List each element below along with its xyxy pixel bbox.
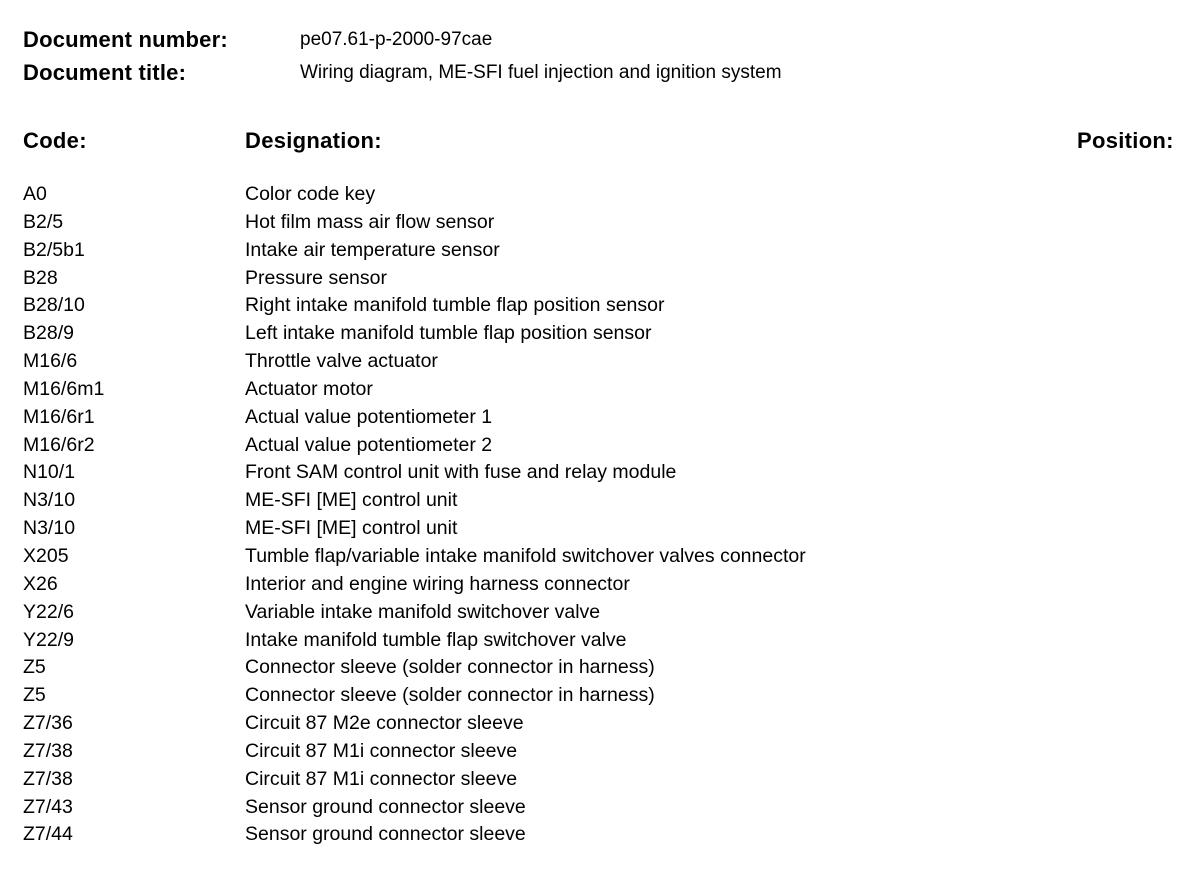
designation-cell: Actual value potentiometer 2 [245,433,493,456]
table-row [0,794,1202,822]
code-cell: N3/10 [23,517,76,540]
code-cell: Z5 [23,656,46,679]
designation-cell: Actual value potentiometer 1 [245,405,493,428]
table-row [0,459,1202,487]
document-number-label: Document number: [23,27,228,52]
table-row [0,766,1202,794]
table-row [0,487,1202,515]
table-row [0,543,1202,571]
table-row [0,404,1202,432]
designation-cell: Connector sleeve (solder connector in harness) [245,656,655,679]
table-row [0,682,1202,710]
table-row [0,515,1202,543]
table-row [0,237,1202,265]
table-row [0,571,1202,599]
code-cell: A0 [23,183,47,205]
designation-cell: Pressure sensor [245,266,387,289]
code-cell: M16/6r1 [23,405,95,428]
document-title-row [23,58,1173,88]
code-cell: Z7/36 [23,712,73,735]
column-header-designation: Designation: [245,128,382,153]
designation-cell: ME-SFI [ME] control unit [245,489,458,512]
code-cell: M16/6m1 [23,377,105,400]
table-row [0,292,1202,320]
designation-cell: Circuit 87 M1i connector sleeve [245,739,518,762]
designation-cell: Interior and engine wiring harness connector [245,572,630,595]
designation-cell: Color code key [245,183,376,205]
code-cell: B2/5 [23,210,64,233]
table-row [0,209,1202,237]
designation-cell: Throttle valve actuator [245,350,438,373]
document-title-label: Document title: [23,60,187,85]
code-cell: B28/10 [23,294,85,317]
code-cell: M16/6 [23,350,78,373]
designation-cell: Sensor ground connector sleeve [245,823,526,846]
designation-cell: Circuit 87 M1i connector sleeve [245,767,518,790]
document-title-value: Wiring diagram, ME-SFI fuel injection and ignition system [300,62,782,83]
code-cell: Z7/44 [23,823,73,846]
legend-table [0,181,1202,849]
code-cell: B28/9 [23,322,74,345]
table-row [0,181,1202,209]
table-row [0,599,1202,627]
column-header-code: Code: [23,128,87,153]
designation-cell: Hot film mass air flow sensor [245,210,495,233]
table-row [0,376,1202,404]
code-cell: X26 [23,572,58,595]
code-cell: Y22/6 [23,600,74,623]
designation-cell: Left intake manifold tumble flap position sensor [245,322,652,345]
table-row [0,738,1202,766]
designation-cell: Intake air temperature sensor [245,238,500,261]
document-number-value: pe07.61-p-2000-97cae [300,29,493,50]
table-row [0,348,1202,376]
document-number-row [23,25,1173,55]
designation-cell: ME-SFI [ME] control unit [245,517,458,540]
code-cell: Z7/38 [23,767,73,790]
designation-cell: Front SAM control unit with fuse and relay module [245,461,677,484]
designation-cell: Actuator motor [245,377,373,400]
table-row [0,627,1202,655]
code-cell: N3/10 [23,489,76,512]
code-cell: X205 [23,544,69,567]
designation-cell: Variable intake manifold switchover valve [245,600,601,623]
table-row [0,654,1202,682]
designation-cell: Connector sleeve (solder connector in harness) [245,684,655,707]
code-cell: M16/6r2 [23,433,95,456]
code-cell: B28 [23,266,58,289]
code-cell: Z7/38 [23,739,73,762]
code-cell: Z7/43 [23,795,73,818]
column-header-position: Position: [1077,128,1174,153]
code-cell: Y22/9 [23,628,74,651]
table-row [0,320,1202,348]
designation-cell: Sensor ground connector sleeve [245,795,526,818]
table-row [0,432,1202,460]
designation-cell: Right intake manifold tumble flap position sensor [245,294,665,317]
designation-cell: Intake manifold tumble flap switchover valve [245,628,627,651]
designation-cell: Tumble flap/variable intake manifold switchover valves connector [245,544,806,567]
code-cell: N10/1 [23,461,76,484]
designation-cell: Circuit 87 M2e connector sleeve [245,712,524,735]
code-cell: Z5 [23,684,46,707]
table-row [0,265,1202,293]
code-cell: B2/5b1 [23,238,85,261]
table-row [0,821,1202,849]
table-row [0,710,1202,738]
